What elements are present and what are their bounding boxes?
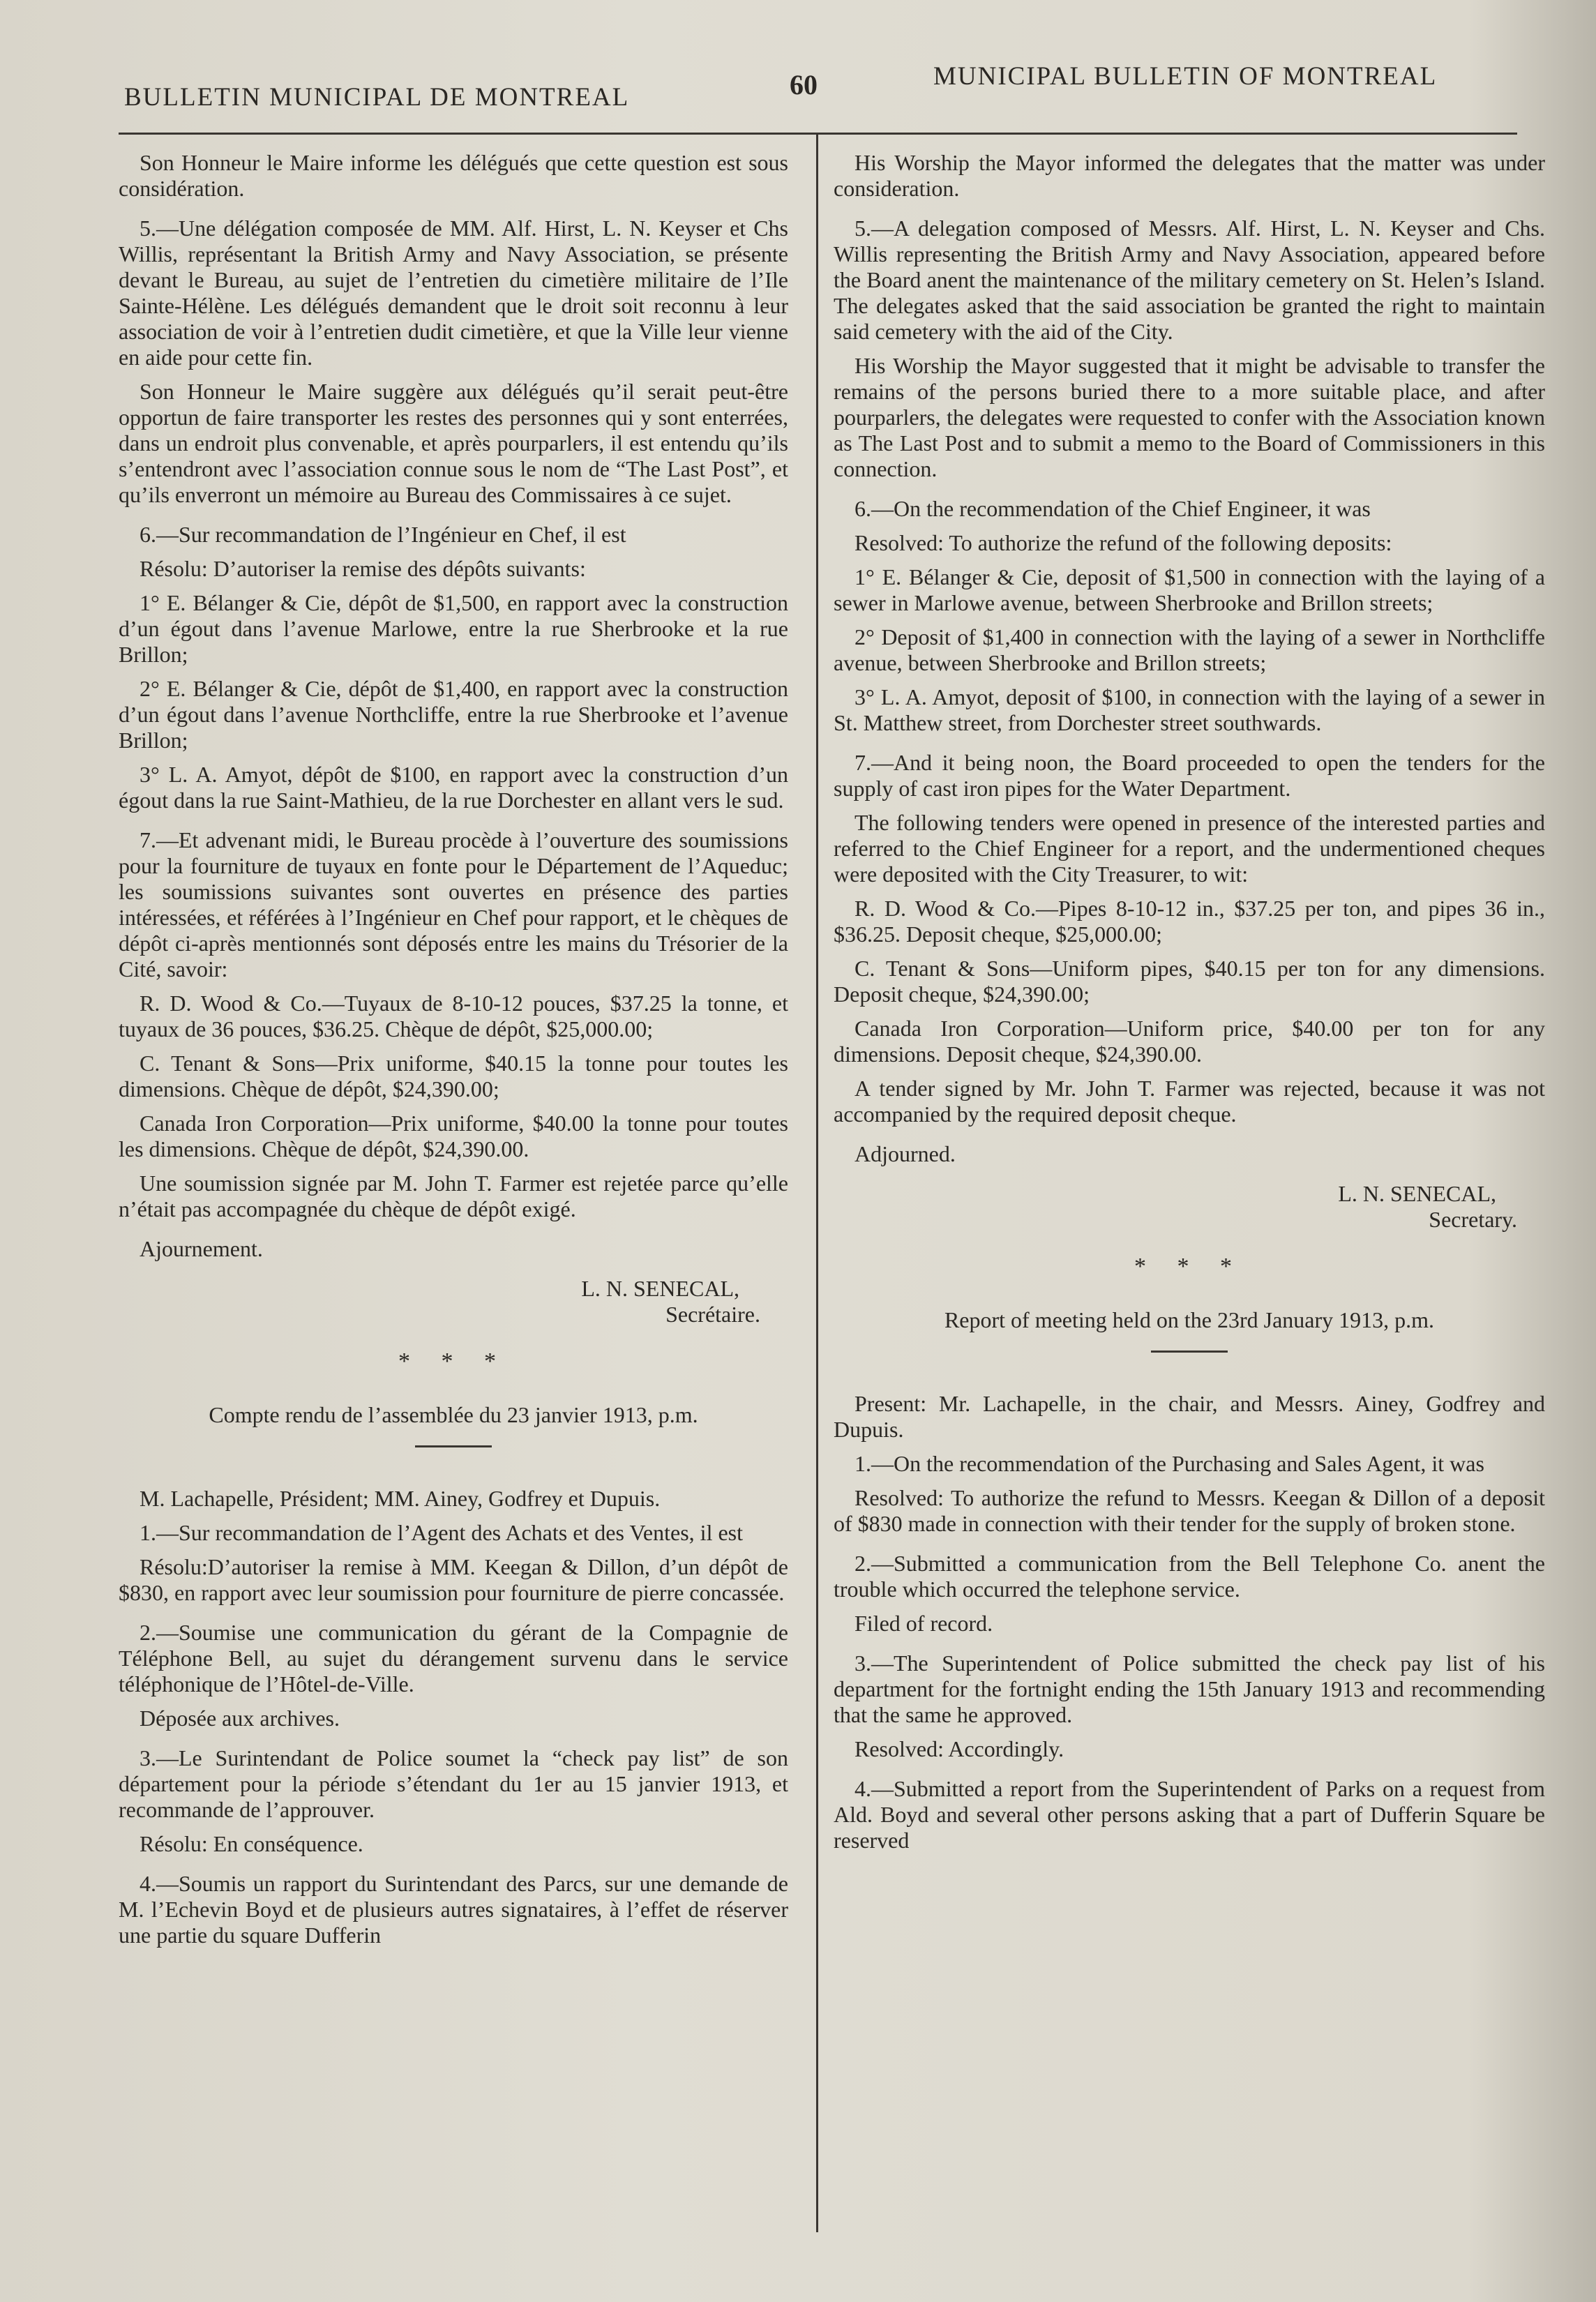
paragraph: 3° L. A. Amyot, dépôt de $100, en rapport avec la construction d’un égout dans la rue Saint-Mathieu, de la rue Dorchester en allant vers le sud.: [119, 762, 788, 813]
paragraph: C. Tenant & Sons—Uniform pipes, $40.15 per ton for any dimensions. Deposit cheque, $24,390.00;: [834, 956, 1545, 1007]
paragraph: 1.—On the recommendation of the Purchasing and Sales Agent, it was: [855, 1451, 1484, 1476]
paragraph: Resolved: Accordingly.: [855, 1736, 1064, 1761]
paragraph: Résolu:D’autoriser la remise à MM. Keegan & Dillon, d’un dépôt de $830, en rapport avec leur soumission pour fourniture de pierre concassée.: [119, 1554, 788, 1605]
paragraph: 1° E. Bélanger & Cie, dépôt de $1,500, en rapport avec la construction d’un égout dans l’avenue Marlowe, entre la rue Sherbrooke et la rue Brillon;: [119, 590, 788, 667]
signature-block: [834, 1181, 1545, 1233]
paragraph: 6.—On the recommendation of the Chief Engineer, it was: [855, 496, 1371, 521]
paragraph: 4.—Soumis un rapport du Surintendant des Parcs, sur une demande de M. l’Echevin Boyd et de plusieurs autres signataires, à l’effet de réserver une partie du square Dufferin: [119, 1871, 788, 1948]
paragraph: Résolu: En conséquence.: [140, 1831, 363, 1856]
paragraph: 5.—A delegation composed of Messrs. Alf. Hirst, L. N. Keyser and Chs. Willis representing the British Army and Navy Association, appeared before the Board anent the maintenance of the military cemetery on St. Helen’s Island. The delegates asked that the said association be granted the right to maintain said cemetery with the aid of the City.: [834, 216, 1545, 344]
short-rule: [1151, 1351, 1228, 1353]
signature-block: [119, 1276, 788, 1327]
paragraph: Une soumission signée par M. John T. Farmer est rejetée parce qu’elle n’était pas accompagnée du chèque de dépôt exigé.: [119, 1171, 788, 1221]
paragraph: Present: Mr. Lachapelle, in the chair, and Messrs. Ainey, Godfrey and Dupuis.: [834, 1391, 1545, 1442]
header-english-title: MUNICIPAL BULLETIN OF MONTREAL: [933, 62, 1438, 91]
paragraph: His Worship the Mayor suggested that it might be advisable to transfer the remains of the persons buried there to a more suitable place, and after pourparlers, the delegates were requested to confer with the Association known as The Last Post and to submit a memo to the Board of Commissioners in this connection.: [834, 353, 1545, 481]
paragraph: R. D. Wood & Co.—Tuyaux de 8-10-12 pouces, $37.25 la tonne, et tuyaux de 36 pouces, $36.25. Chèque de dépôt, $25,000.00;: [119, 991, 788, 1041]
header-french-title: BULLETIN MUNICIPAL DE MONTREAL: [124, 83, 630, 112]
section-separator: * * *: [1134, 1254, 1244, 1279]
paragraph: 3.—Le Surintendant de Police soumet la “check pay list” de son département pour la période s’étendant du 1er au 15 janvier 1913, et recommande de l’approuver.: [119, 1745, 788, 1822]
paragraph: A tender signed by Mr. John T. Farmer was rejected, because it was not accompanied by the required deposit cheque.: [834, 1076, 1545, 1127]
paragraph: R. D. Wood & Co.—Pipes 8-10-12 in., $37.25 per ton, and pipes 36 in., $36.25. Deposit cheque, $25,000.00;: [834, 896, 1545, 947]
paragraph: 2.—Soumise une communication du gérant de la Compagnie de Téléphone Bell, au sujet du dérangement survenu dans le service téléphonique de l’Hôtel-de-Ville.: [119, 1620, 788, 1697]
paragraph: C. Tenant & Sons—Prix uniforme, $40.15 la tonne pour toutes les dimensions. Chèque de dépôt, $24,390.00;: [119, 1051, 788, 1101]
paragraph: His Worship the Mayor informed the delegates that the matter was under consideration.: [834, 150, 1545, 201]
paragraph: The following tenders were opened in presence of the interested parties and referred to the Chief Engineer for a report, and the undermentioned cheques were deposited with the City Treasurer, to wit:: [834, 810, 1545, 887]
paragraph: Déposée aux archives.: [140, 1706, 340, 1731]
paragraph: Filed of record.: [855, 1611, 993, 1636]
paragraph: M. Lachapelle, Président; MM. Ainey, Godfrey et Dupuis.: [140, 1486, 661, 1511]
paragraph: Canada Iron Corporation—Prix uniforme, $40.00 la tonne pour toutes les dimensions. Chèque de dépôt, $24,390.00.: [119, 1111, 788, 1161]
paragraph: Resolved: To authorize the refund to Messrs. Keegan & Dillon of a deposit of $830 made in connection with their tender for the supply of broken stone.: [834, 1485, 1545, 1536]
signatory-title: Secretary.: [1429, 1207, 1517, 1232]
section-separator: * * *: [398, 1348, 509, 1374]
paragraph: Son Honneur le Maire suggère aux délégués qu’il serait peut-être opportun de faire transporter les restes des personnes qui y sont enterrées, dans un endroit plus convenable, et après pourparlers, il est entendu qu’ils s’entendront avec l’association connue sous le nom de “The Last Post”, et qu’ils enverront un mémoire au Bureau des Commissaires à ce sujet.: [119, 379, 788, 507]
paragraph: 2° E. Bélanger & Cie, dépôt de $1,400, en rapport avec la construction d’un égout dans l’avenue Northcliffe, entre la rue Sherbrooke et l’avenue Brillon;: [119, 676, 788, 753]
paragraph: Son Honneur le Maire informe les délégués que cette question est sous considération.: [119, 150, 788, 201]
column-divider: [816, 133, 818, 2232]
paragraph: Canada Iron Corporation—Uniform price, $40.00 per ton for any dimensions. Deposit cheque, $24,390.00.: [834, 1016, 1545, 1067]
paragraph: 2° Deposit of $1,400 in connection with the laying of a sewer in Northcliffe avenue, between Sherbrooke and Brillon streets;: [834, 624, 1545, 675]
paragraph: 3.—The Superintendent of Police submitted the check pay list of his department for the fortnight ending the 15th January 1913 and recommending that the same he approved.: [834, 1650, 1545, 1727]
report-title: Compte rendu de l’assemblée du 23 janvier 1913, p.m.: [209, 1402, 698, 1427]
signatory-name: L. N. SENECAL,: [1338, 1181, 1496, 1206]
paragraph: Resolved: To authorize the refund of the following deposits:: [855, 530, 1392, 555]
paragraph: 6.—Sur recommandation de l’Ingénieur en Chef, il est: [140, 522, 626, 547]
page-number: 60: [790, 69, 818, 100]
paragraph: 3° L. A. Amyot, deposit of $100, in connection with the laying of a sewer in St. Matthew street, from Dorchester street southwards.: [834, 684, 1545, 735]
paragraph: 2.—Submitted a communication from the Bell Telephone Co. anent the trouble which occurred the telephone service.: [834, 1551, 1545, 1602]
adjournment: Ajournement.: [140, 1236, 263, 1261]
paragraph: 7.—And it being noon, the Board proceeded to open the tenders for the supply of cast iron pipes for the Water Department.: [834, 750, 1545, 801]
signatory-title: Secrétaire.: [665, 1302, 760, 1327]
paragraph: 1° E. Bélanger & Cie, deposit of $1,500 in connection with the laying of a sewer in Marlowe avenue, between Sherbrooke and Brillon streets;: [834, 564, 1545, 615]
paragraph: 1.—Sur recommandation de l’Agent des Achats et des Ventes, il est: [140, 1520, 743, 1545]
report-title: Report of meeting held on the 23rd January 1913, p.m.: [944, 1307, 1435, 1332]
paragraph: 7.—Et advenant midi, le Bureau procède à l’ouverture des soumissions pour la fourniture de tuyaux en fonte pour le Département de l’Aqueduc; les soumissions suivantes sont ouvertes en présence des parties intéressées, et référées à l’Ingénieur en Chef pour rapport, et le chèques de dépôt ci-après mentionnés sont déposés entre les mains du Trésorier de la Cité, savoir:: [119, 827, 788, 981]
signatory-name: L. N. SENECAL,: [581, 1276, 739, 1301]
adjournment: Adjourned.: [855, 1141, 956, 1166]
paragraph: 4.—Submitted a report from the Superintendent of Parks on a request from Ald. Boyd and several other persons asking that a part of Dufferin Square be reserved: [834, 1776, 1545, 1853]
paragraph: 5.—Une délégation composée de MM. Alf. Hirst, L. N. Keyser et Chs Willis, représentant la British Army and Navy Association, se présente devant le Bureau, au sujet de l’entretien du cimetière militaire de l’Ile Sainte-Hélène. Les délégués demandent que le droit soit reconnu à leur association de voir à l’entretien dudit cimetière, et que la Ville leur vienne en aide pour cette fin.: [119, 216, 788, 370]
french-column: [119, 136, 788, 1957]
english-column: [834, 136, 1545, 1862]
paragraph: Résolu: D’autoriser la remise des dépôts suivants:: [140, 556, 586, 581]
page-header: [119, 61, 1514, 117]
short-rule: [415, 1445, 492, 1447]
